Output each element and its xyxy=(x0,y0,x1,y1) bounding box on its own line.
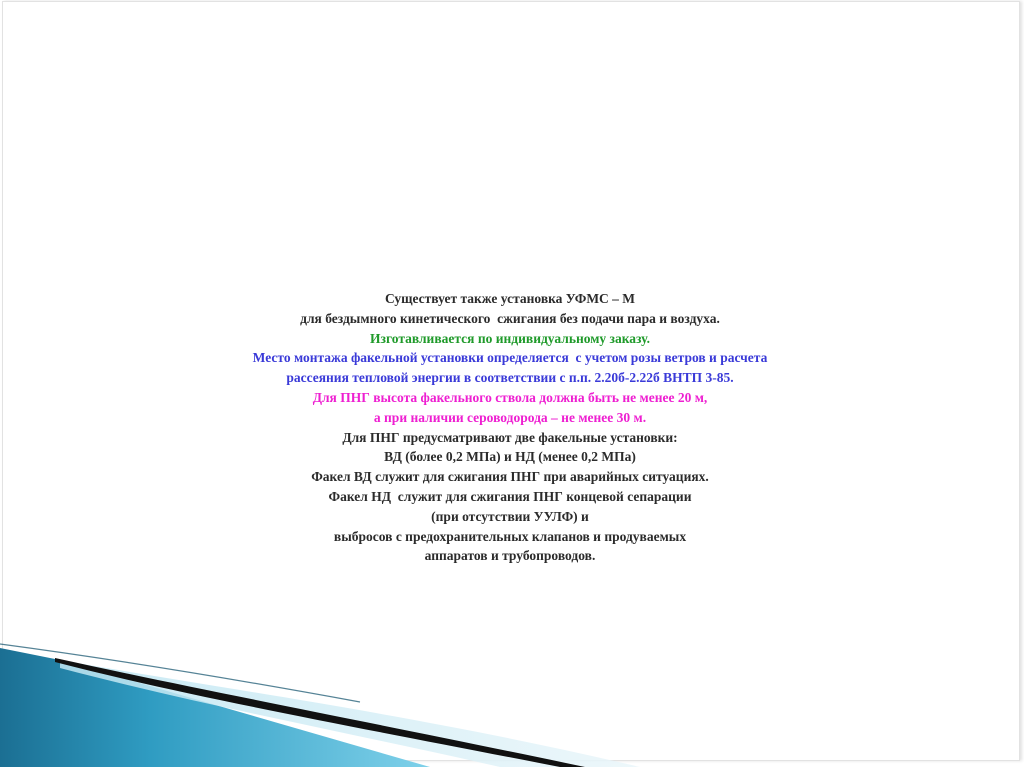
text-line-11: Факел НД служит для сжигания ПНГ концевой сепарации xyxy=(328,488,692,504)
text-line-2: для бездымного кинетического сжигания без подачи пара и воздуха. xyxy=(300,310,720,326)
text-line-12: (при отсутствии УУЛФ) и xyxy=(431,508,589,524)
text-line-9: ВД (более 0,2 МПа) и НД (менее 0,2 МПа) xyxy=(384,449,636,465)
text-line-7: а при наличии сероводорода – не менее 30 м. xyxy=(373,409,647,425)
text-line-10: Факел ВД служит для сжигания ПНГ при аварийных ситуациях. xyxy=(311,469,709,485)
text-line-5: рассеяния тепловой энергии в соответствии с п.п. 2.20б-2.22б ВНТП 3-85. xyxy=(286,370,734,386)
slide-text-block xyxy=(100,289,920,566)
text-line-3: Изготавливается по индивидуальному заказу. xyxy=(370,330,650,346)
text-line-8: Для ПНГ предусматривают две факельные установки: xyxy=(342,429,678,445)
text-line-14: аппаратов и трубопроводов. xyxy=(424,548,596,564)
text-line-1: Существует также установка УФМС – М xyxy=(384,291,636,306)
text-line-6: Для ПНГ высота факельного ствола должна быть не менее 20 м, xyxy=(312,389,708,405)
text-line-13: выбросов с предохранительных клапанов и продуваемых xyxy=(333,528,687,544)
text-line-4: Место монтажа факельной установки определяется с учетом розы ветров и расчета xyxy=(252,350,768,366)
